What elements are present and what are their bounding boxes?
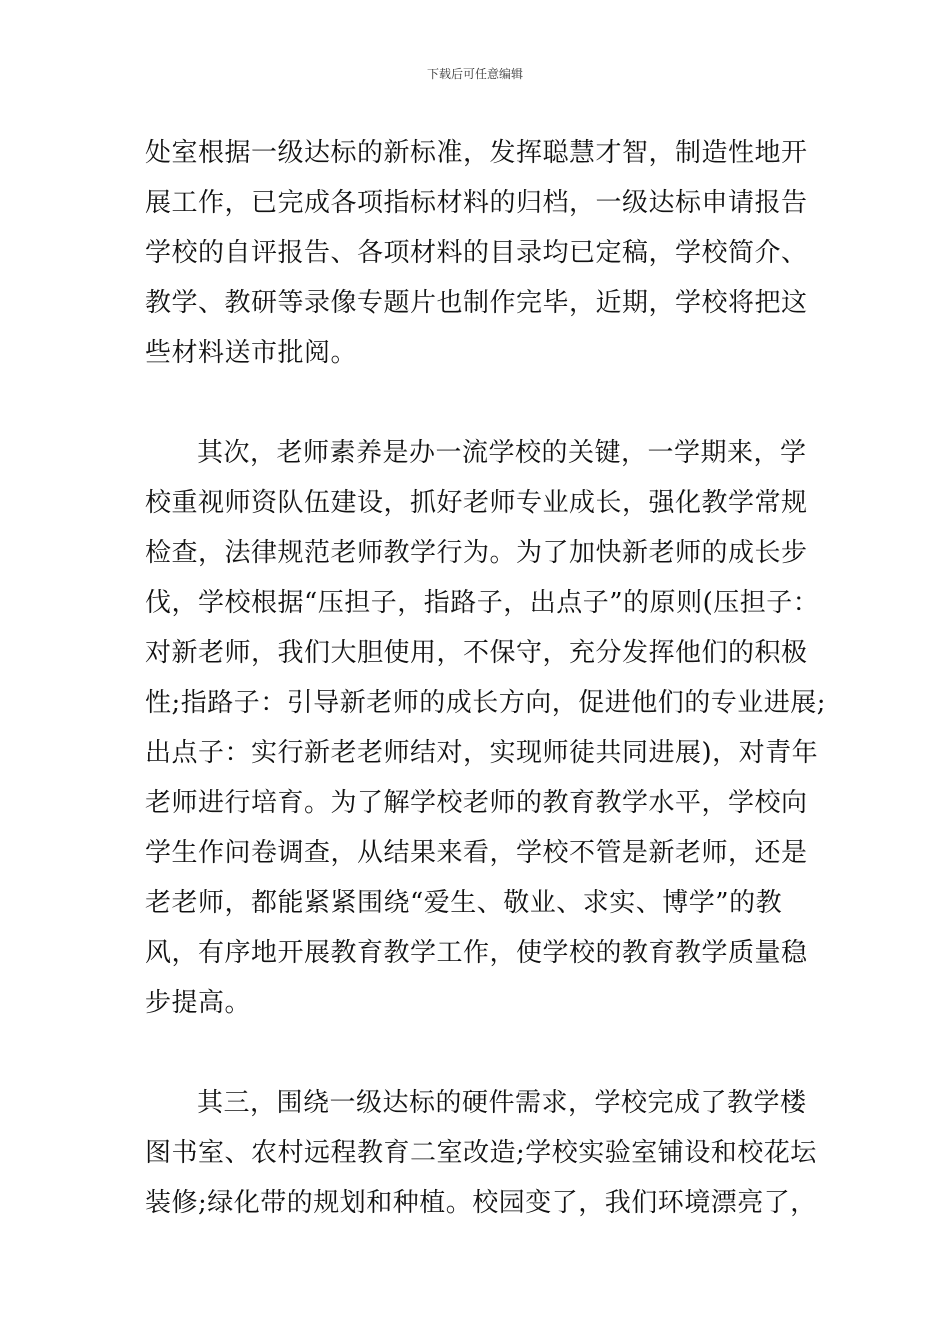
text-line: 展工作，已完成各项指标材料的归档，一级达标申请报告: [145, 188, 808, 218]
text-line: 学校的自评报告、各项材料的目录均已定稿，学校简介、: [145, 238, 808, 268]
text-line: 教学、教研等录像专题片也制作完毕，近期，学校将把这: [145, 288, 808, 318]
text-line: 处室根据一级达标的新标准，发挥聪慧才智，制造性地开: [145, 138, 808, 168]
text-line: 学生作问卷调查，从结果来看，学校不管是新老师，还是: [145, 838, 808, 868]
header-note: 下载后可任意编辑: [426, 67, 523, 81]
text-line: 风，有序地开展教育教学工作，使学校的教育教学质量稳: [145, 938, 808, 968]
paragraph-2: [145, 428, 827, 1028]
text-line: 老老师，都能紧紧围绕“爱生、敬业、求实、博学”的教: [145, 888, 783, 918]
text-line: 检查，法律规范老师教学行为。为了加快新老师的成长步: [145, 538, 808, 568]
text-line: 性;指路子：引导新老师的成长方向，促进他们的专业进展;: [145, 688, 827, 718]
document-body: [145, 128, 827, 1228]
text-line: 其三，围绕一级达标的硬件需求，学校完成了教学楼: [197, 1088, 807, 1118]
text-line: 装修;绿化带的规划和种植。校园变了，我们环境漂亮了，: [145, 1188, 817, 1218]
paragraph-1: [145, 128, 820, 378]
text-line: 出点子：实行新老老师结对，实现师徒共同进展)，对青年: [145, 738, 819, 768]
text-line: 对新老师，我们大胆使用，不保守，充分发挥他们的积极: [145, 638, 808, 668]
text-line: 图书室、农村远程教育二室改造;学校实验室铺设和校花坛: [145, 1138, 817, 1168]
paragraph-3: [145, 1078, 820, 1228]
text-line: 步提高。: [145, 988, 252, 1018]
text-line: 些材料送市批阅。: [145, 338, 358, 368]
text-line: 伐，学校根据“压担子，指路子，出点子”的原则(压担子：: [145, 588, 820, 618]
text-line: 其次，老师素养是办一流学校的关键，一学期来，学: [197, 438, 807, 468]
text-line: 校重视师资队伍建设，抓好老师专业成长，强化教学常规: [145, 488, 808, 518]
text-line: 老师进行培育。为了解学校老师的教育教学水平，学校向: [145, 788, 808, 818]
